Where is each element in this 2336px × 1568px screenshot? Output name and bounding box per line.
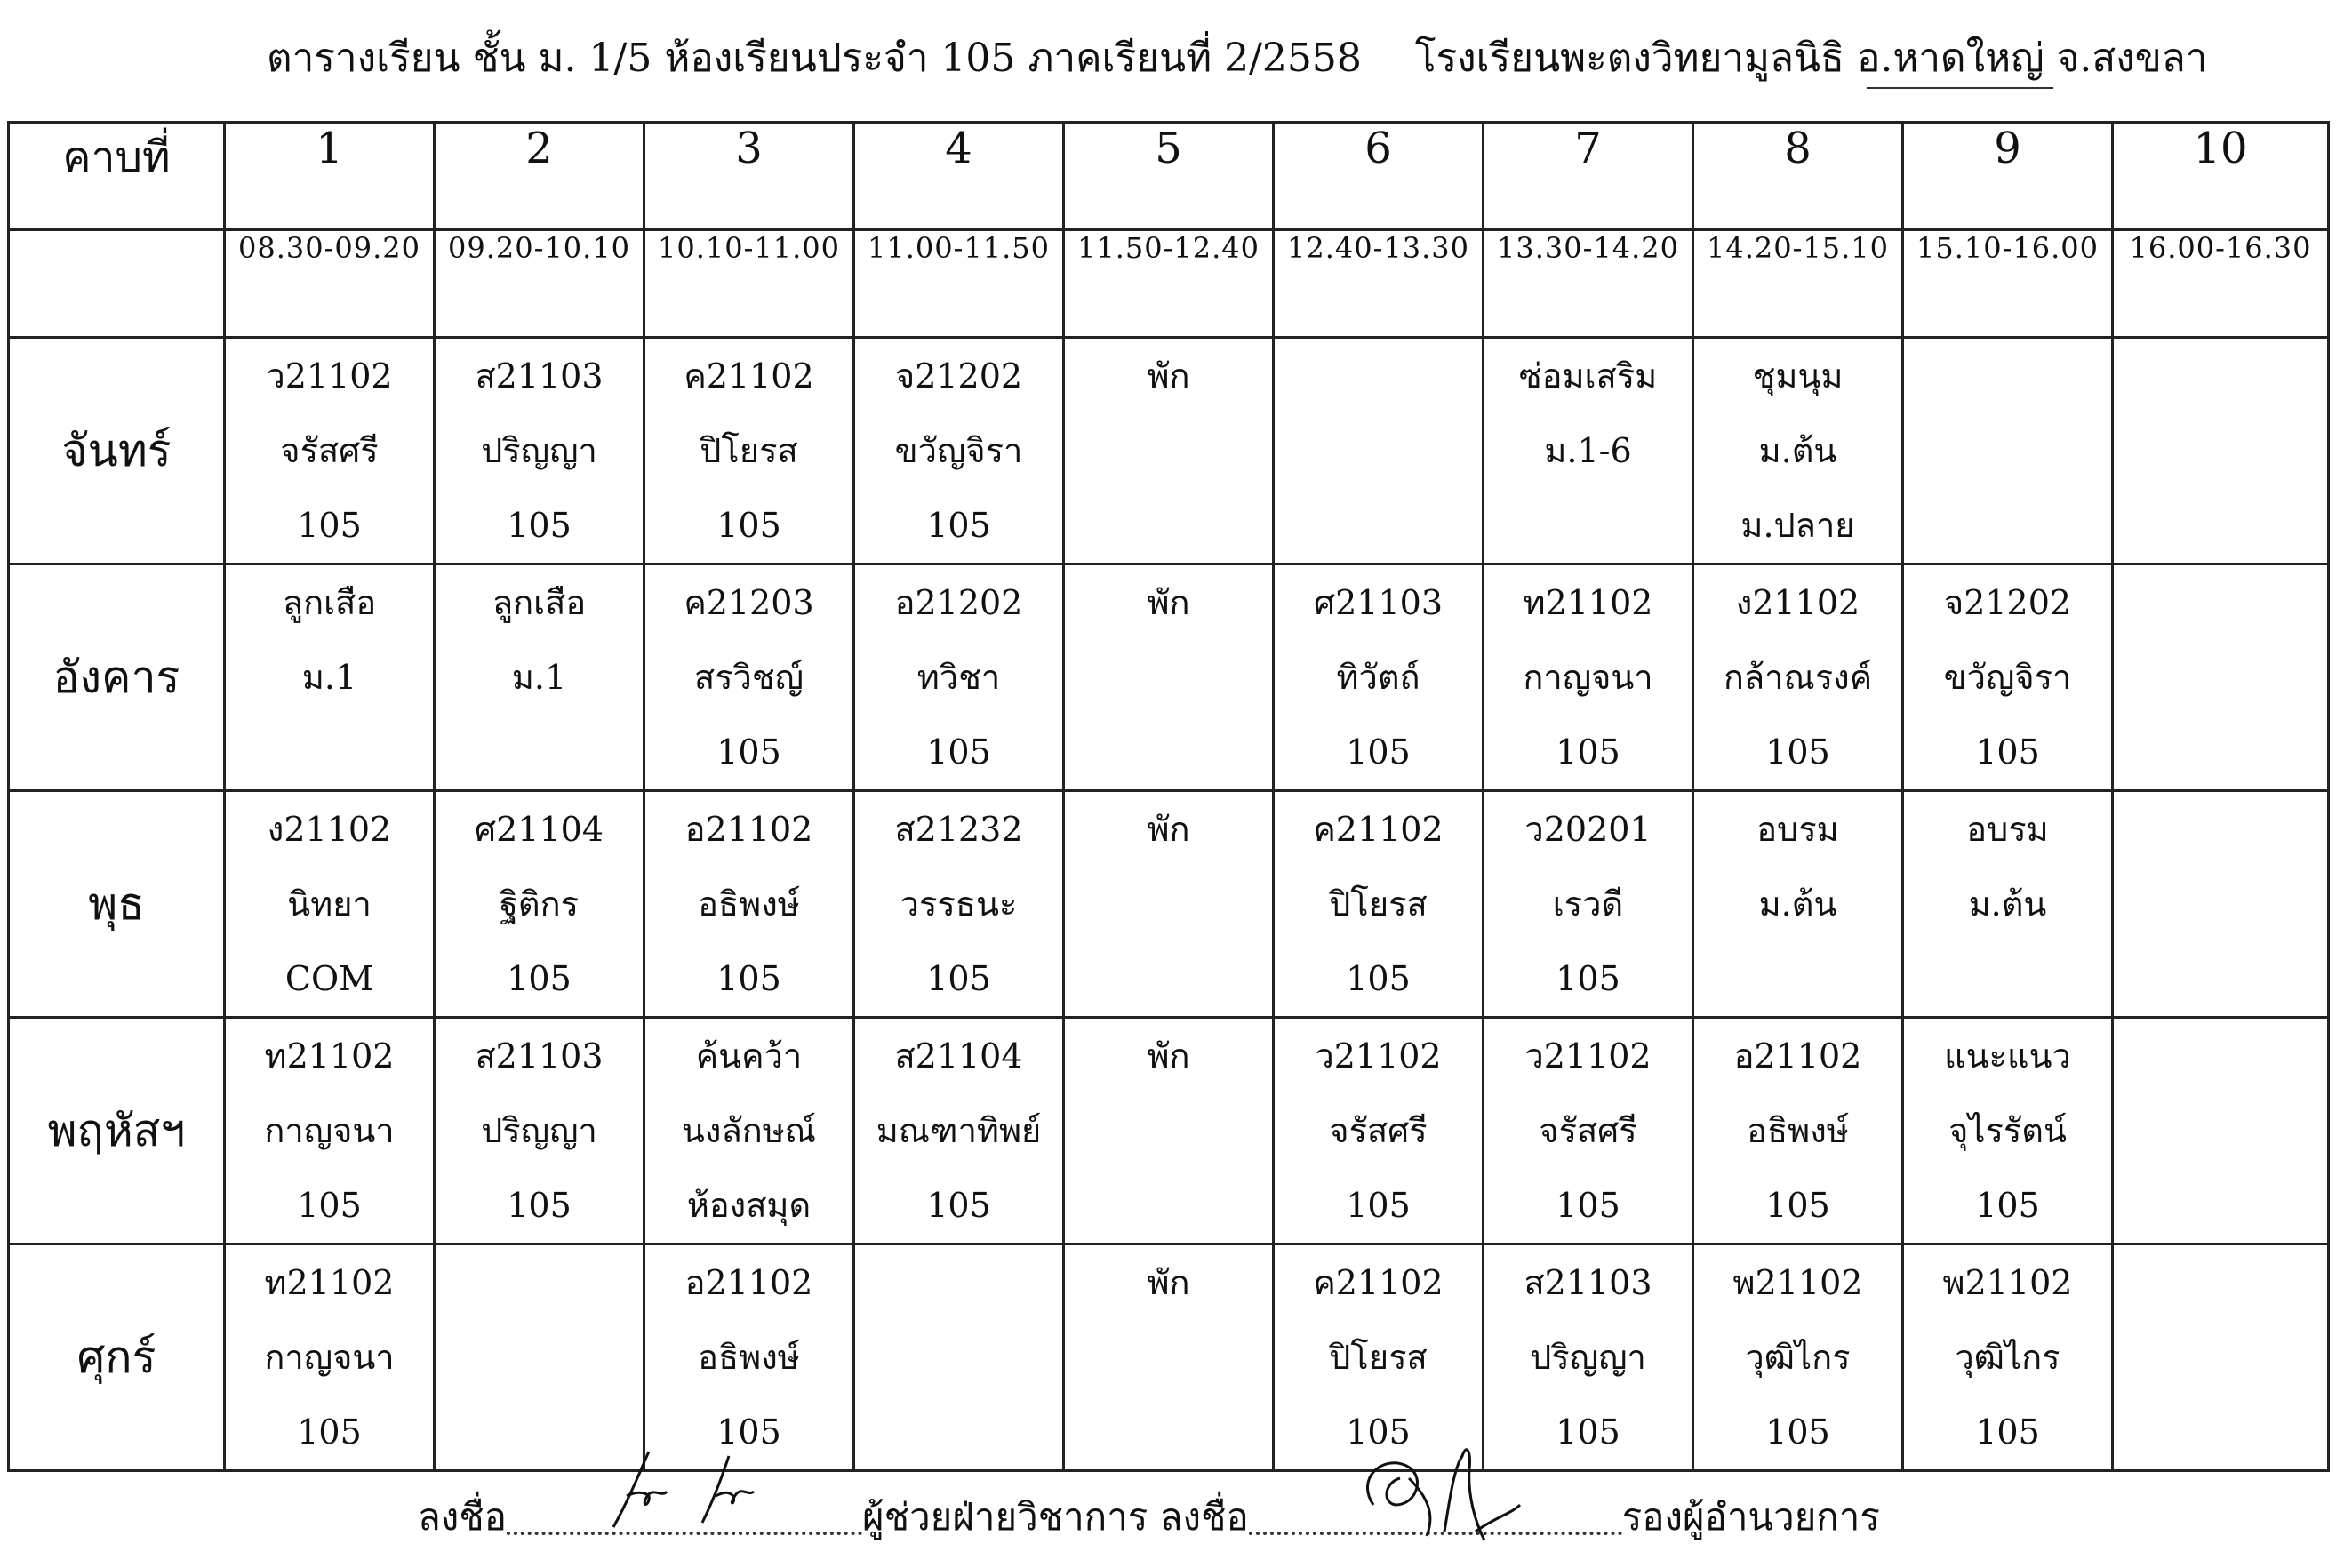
cell-line: พัก (1147, 1036, 1190, 1076)
cell-line: ทิวัตถ์ (1336, 658, 1420, 697)
cell-line: พัก (1147, 356, 1190, 396)
cell-line: อธิพงษ์ (698, 1338, 800, 1377)
cell-line: ศ21104 (474, 810, 604, 849)
cell-line: จรัสศรี (1539, 1111, 1637, 1150)
cell-line: ปิโยรส (1329, 1338, 1428, 1377)
cell-line (2114, 715, 2327, 789)
cell-line: 105 (1556, 959, 1620, 998)
period-number: 2 (435, 123, 644, 230)
cell-line (1904, 488, 2111, 563)
cell-line (1694, 941, 1901, 1016)
cell-line: ท21102 (264, 1263, 395, 1302)
cell-line (2114, 1093, 2327, 1168)
schedule-cell (644, 1244, 854, 1471)
cell-line (1065, 941, 1272, 1016)
schedule-cell (1693, 564, 1903, 791)
schedule-cell (644, 338, 854, 564)
cell-line: ส21103 (475, 1036, 604, 1076)
schedule-cell (644, 564, 854, 791)
cell-line (1904, 339, 2111, 413)
period-time: 13.30-14.20 (1484, 230, 1693, 338)
cell-line (2114, 565, 2327, 640)
cell-line (2114, 1320, 2327, 1395)
cell-line: ปิโยรส (1329, 884, 1428, 924)
cell-line: อ21102 (1733, 1036, 1862, 1076)
schedule-cell (1484, 1018, 1693, 1244)
cell-line: 105 (1346, 1412, 1411, 1452)
period-number: 3 (644, 123, 854, 230)
cell-line: ลูกเสือ (492, 583, 587, 622)
signature-2-mark (1320, 1372, 1533, 1549)
period-time: 09.20-10.10 (435, 230, 644, 338)
schedule-cell (225, 1244, 435, 1471)
cell-line: พ21102 (1942, 1263, 2073, 1302)
cell-line: 105 (507, 959, 572, 998)
cell-line: ม.ปลาย (1740, 506, 1855, 545)
schedule-cell (1693, 1018, 1903, 1244)
cell-line: ว20201 (1524, 810, 1652, 849)
schedule-cell (1693, 791, 1903, 1018)
cell-line: 105 (1765, 1412, 1830, 1452)
cell-line (1065, 640, 1272, 715)
cell-line: ปริญญา (481, 431, 597, 470)
schedule-cell (2113, 1244, 2329, 1471)
schedule-cell (435, 338, 644, 564)
period-number: 10 (2113, 123, 2329, 230)
schedule-cell (1693, 1244, 1903, 1471)
day-label: อังคาร (9, 564, 225, 791)
cell-line: 105 (1556, 1412, 1620, 1452)
cell-line: 105 (926, 732, 991, 772)
period-time: 11.00-11.50 (854, 230, 1064, 338)
cell-line (1484, 488, 1692, 563)
period-time: 16.00-16.30 (2113, 230, 2329, 338)
schedule-cell (1903, 564, 2113, 791)
role-2: รองผู้อำนวยการ (1621, 1495, 1880, 1539)
cell-line: ส21232 (894, 810, 1023, 849)
schedule-cell (2113, 1018, 2329, 1244)
cell-line: ค21203 (684, 583, 814, 622)
signature-line-1 (507, 1505, 862, 1535)
cell-line: 105 (507, 1186, 572, 1225)
cell-line: ท21102 (1523, 583, 1653, 622)
schedule-cell (1484, 338, 1693, 564)
period-number: 6 (1274, 123, 1484, 230)
cell-line: อธิพงษ์ (698, 884, 800, 924)
cell-line: เรวดี (1552, 884, 1624, 924)
cell-line: 105 (716, 506, 781, 545)
cell-line: 105 (1975, 732, 2040, 772)
cell-line: กล้าณรงค์ (1723, 658, 1873, 697)
cell-line: 105 (1765, 732, 1830, 772)
schedule-cell (1903, 791, 2113, 1018)
cell-line: อ21102 (684, 810, 813, 849)
school-name: โรงเรียนพะตงวิทยามูลนิธิ อ.หาดใหญ่ จ.สงขลา (1414, 36, 2208, 81)
cell-line (2114, 1019, 2327, 1093)
schedule-cell (1903, 1018, 2113, 1244)
cell-line: ค21102 (1313, 810, 1444, 849)
schedule-cell (854, 564, 1064, 791)
cell-line (1275, 413, 1482, 488)
cell-line: ลูกเสือ (282, 583, 377, 622)
sign-label-2: ลงชื่อ (1159, 1495, 1249, 1539)
cell-line (2114, 792, 2327, 867)
period-time: 12.40-13.30 (1274, 230, 1484, 338)
document-title (267, 23, 2222, 94)
cell-line: ม.1-6 (1544, 431, 1632, 470)
signature-area (418, 1486, 2018, 1548)
cell-line: ห้องสมุด (686, 1186, 812, 1225)
schedule-body (9, 123, 2329, 1471)
cell-line (2114, 941, 2327, 1016)
period-number: 1 (225, 123, 435, 230)
day-row (9, 564, 2329, 791)
cell-line (855, 1245, 1062, 1320)
cell-line (436, 1245, 643, 1320)
cell-line: ขวัญจิรา (894, 431, 1023, 470)
cell-line: 105 (926, 506, 991, 545)
cell-line: ค้นคว้า (695, 1036, 803, 1076)
cell-line: ซ่อมเสริม (1518, 356, 1658, 396)
cell-line: อ21102 (684, 1263, 813, 1302)
schedule-cell (1274, 791, 1484, 1018)
cell-line: ค21102 (1313, 1263, 1444, 1302)
schedule-cell (435, 1018, 644, 1244)
schedule-cell (1064, 564, 1274, 791)
cell-line (1065, 1168, 1272, 1243)
period-time: 14.20-15.10 (1693, 230, 1903, 338)
cell-line (2114, 413, 2327, 488)
cell-line (1065, 715, 1272, 789)
underline-mark (1867, 87, 2053, 89)
cell-line: ม.1 (301, 658, 357, 697)
cell-line (1275, 488, 1482, 563)
cell-line (2114, 1245, 2327, 1320)
cell-line: พ21102 (1732, 1263, 1863, 1302)
schedule-cell (2113, 338, 2329, 564)
cell-line: 105 (716, 732, 781, 772)
cell-line: ม.ต้น (1968, 884, 2047, 924)
cell-line: ส21103 (1524, 1263, 1652, 1302)
day-label: จันทร์ (9, 338, 225, 564)
schedule-cell (854, 338, 1064, 564)
period-time: 11.50-12.40 (1064, 230, 1274, 338)
cell-line (226, 715, 433, 789)
cell-line: 105 (507, 506, 572, 545)
time-row (9, 230, 2329, 338)
cell-line: อบรม (1756, 810, 1839, 849)
schedule-cell (225, 564, 435, 791)
cell-line: แนะแนว (1944, 1036, 2071, 1076)
cell-line: ปิโยรส (700, 431, 798, 470)
cell-line (855, 1320, 1062, 1395)
cell-line (1904, 413, 2111, 488)
cell-line: ขวัญจิรา (1943, 658, 2072, 697)
cell-line: ชุมนุม (1752, 356, 1844, 396)
cell-line: พัก (1147, 810, 1190, 849)
cell-line (2114, 488, 2327, 563)
cell-line: จ21202 (1943, 583, 2072, 622)
day-label: ศุกร์ (9, 1244, 225, 1471)
cell-line (1065, 488, 1272, 563)
cell-line: อธิพงษ์ (1747, 1111, 1849, 1150)
cell-line: วุฒิไกร (1745, 1338, 1851, 1377)
cell-line (2114, 1395, 2327, 1469)
time-row-label (9, 230, 225, 338)
schedule-cell (1484, 791, 1693, 1018)
cell-line (2114, 339, 2327, 413)
cell-line (1904, 941, 2111, 1016)
day-row (9, 1018, 2329, 1244)
period-time: 15.10-16.00 (1903, 230, 2113, 338)
period-header-label: คาบที่ (9, 123, 225, 230)
schedule-cell (1064, 1244, 1274, 1471)
cell-line: 105 (297, 1412, 362, 1452)
cell-line: 105 (297, 1186, 362, 1225)
schedule-cell (1064, 791, 1274, 1018)
period-time: 08.30-09.20 (225, 230, 435, 338)
cell-line: ส21103 (475, 356, 604, 396)
period-number: 9 (1903, 123, 2113, 230)
cell-line: จุไรรัตน์ (1948, 1111, 2067, 1150)
cell-line: จรัสศรี (1329, 1111, 1428, 1150)
cell-line: 105 (716, 959, 781, 998)
cell-line: อ21202 (894, 583, 1023, 622)
schedule-cell (1484, 564, 1693, 791)
role-1: ผู้ช่วยฝ่ายวิชาการ (861, 1495, 1148, 1539)
signature-line-2 (1249, 1505, 1622, 1535)
schedule-cell (854, 1018, 1064, 1244)
schedule-cell (1903, 338, 2113, 564)
cell-line: 105 (1975, 1186, 2040, 1225)
cell-line: ง21102 (1735, 583, 1860, 622)
period-number: 8 (1693, 123, 1903, 230)
cell-line (436, 1320, 643, 1395)
schedule-cell (854, 1244, 1064, 1471)
day-label: พุธ (9, 791, 225, 1018)
cell-line: ว21102 (1524, 1036, 1652, 1076)
cell-line: ค21102 (684, 356, 814, 396)
period-time: 10.10-11.00 (644, 230, 854, 338)
cell-line: ว21102 (1315, 1036, 1442, 1076)
schedule-cell (1274, 1018, 1484, 1244)
cell-line: COM (284, 959, 374, 998)
period-number: 5 (1064, 123, 1274, 230)
cell-line (1275, 339, 1482, 413)
schedule-cell (644, 791, 854, 1018)
schedule-cell (2113, 791, 2329, 1018)
cell-line: 105 (1346, 1186, 1411, 1225)
cell-line (2114, 1168, 2327, 1243)
day-row (9, 791, 2329, 1018)
cell-line: ว21102 (266, 356, 393, 396)
schedule-cell (225, 791, 435, 1018)
cell-line: วุฒิไกร (1955, 1338, 2060, 1377)
schedule-cell (435, 791, 644, 1018)
cell-line (2114, 640, 2327, 715)
cell-line: 105 (1556, 1186, 1620, 1225)
schedule-cell (1274, 338, 1484, 564)
cell-line (855, 1395, 1062, 1469)
cell-line: ม.ต้น (1758, 884, 1837, 924)
cell-line: 105 (297, 506, 362, 545)
cell-line: ฐิติกร (499, 884, 580, 924)
cell-line: ทวิชา (916, 658, 1001, 697)
cell-line: ท21102 (264, 1036, 395, 1076)
cell-line (1065, 1395, 1272, 1469)
cell-line: ม.ต้น (1758, 431, 1837, 470)
cell-line (1065, 1320, 1272, 1395)
cell-line: ส21104 (894, 1036, 1023, 1076)
cell-line: ปริญญา (1530, 1338, 1646, 1377)
schedule-cell (435, 564, 644, 791)
period-number: 4 (854, 123, 1064, 230)
cell-line: กาญจนา (264, 1338, 395, 1377)
cell-line: จรัสศรี (280, 431, 379, 470)
cell-line: 105 (926, 959, 991, 998)
cell-line: พัก (1147, 1263, 1190, 1302)
schedule-cell (1274, 564, 1484, 791)
cell-line: พัก (1147, 583, 1190, 622)
day-label: พฤหัสฯ (9, 1018, 225, 1244)
cell-line: มณฑาทิพย์ (876, 1111, 1042, 1150)
schedule-cell (1064, 1018, 1274, 1244)
schedule-cell (2113, 564, 2329, 791)
cell-line: 105 (716, 1412, 781, 1452)
class-schedule-table (7, 121, 2330, 1472)
period-header-row (9, 123, 2329, 230)
signature-1-mark (596, 1443, 773, 1540)
cell-line: นงลักษณ์ (681, 1111, 817, 1150)
sign-label-1: ลงชื่อ (418, 1495, 507, 1539)
schedule-cell (225, 1018, 435, 1244)
cell-line: ปริญญา (481, 1111, 597, 1150)
cell-line (1065, 1093, 1272, 1168)
schedule-cell (1903, 1244, 2113, 1471)
schedule-cell (1064, 338, 1274, 564)
cell-line: กาญจนา (1523, 658, 1653, 697)
period-number: 7 (1484, 123, 1693, 230)
cell-line: ศ21103 (1313, 583, 1443, 622)
schedule-cell (435, 1244, 644, 1471)
cell-line: จ21202 (894, 356, 1023, 396)
cell-line: 105 (1556, 732, 1620, 772)
day-row (9, 338, 2329, 564)
cell-line: ม.1 (511, 658, 567, 697)
cell-line: วรรธนะ (900, 884, 1018, 924)
cell-line: สรวิชญ์ (693, 658, 804, 697)
schedule-title: ตารางเรียน ชั้น ม. 1/5 ห้องเรียนประจำ 105 ภาคเรียนที่ 2/2558 (267, 36, 1362, 81)
schedule-cell (1693, 338, 1903, 564)
cell-line: กาญจนา (264, 1111, 395, 1150)
cell-line: 105 (1765, 1186, 1830, 1225)
cell-line: อบรม (1966, 810, 2049, 849)
cell-line (2114, 867, 2327, 941)
cell-line: 105 (1346, 732, 1411, 772)
day-row (9, 1244, 2329, 1471)
cell-line (1065, 413, 1272, 488)
cell-line: นิทยา (287, 884, 372, 924)
cell-line (1065, 867, 1272, 941)
schedule-cell (225, 338, 435, 564)
cell-line: 105 (1975, 1412, 2040, 1452)
schedule-cell (854, 791, 1064, 1018)
cell-line: ง21102 (267, 810, 392, 849)
cell-line: 105 (1346, 959, 1411, 998)
cell-line: 105 (926, 1186, 991, 1225)
schedule-cell (644, 1018, 854, 1244)
cell-line (436, 715, 643, 789)
